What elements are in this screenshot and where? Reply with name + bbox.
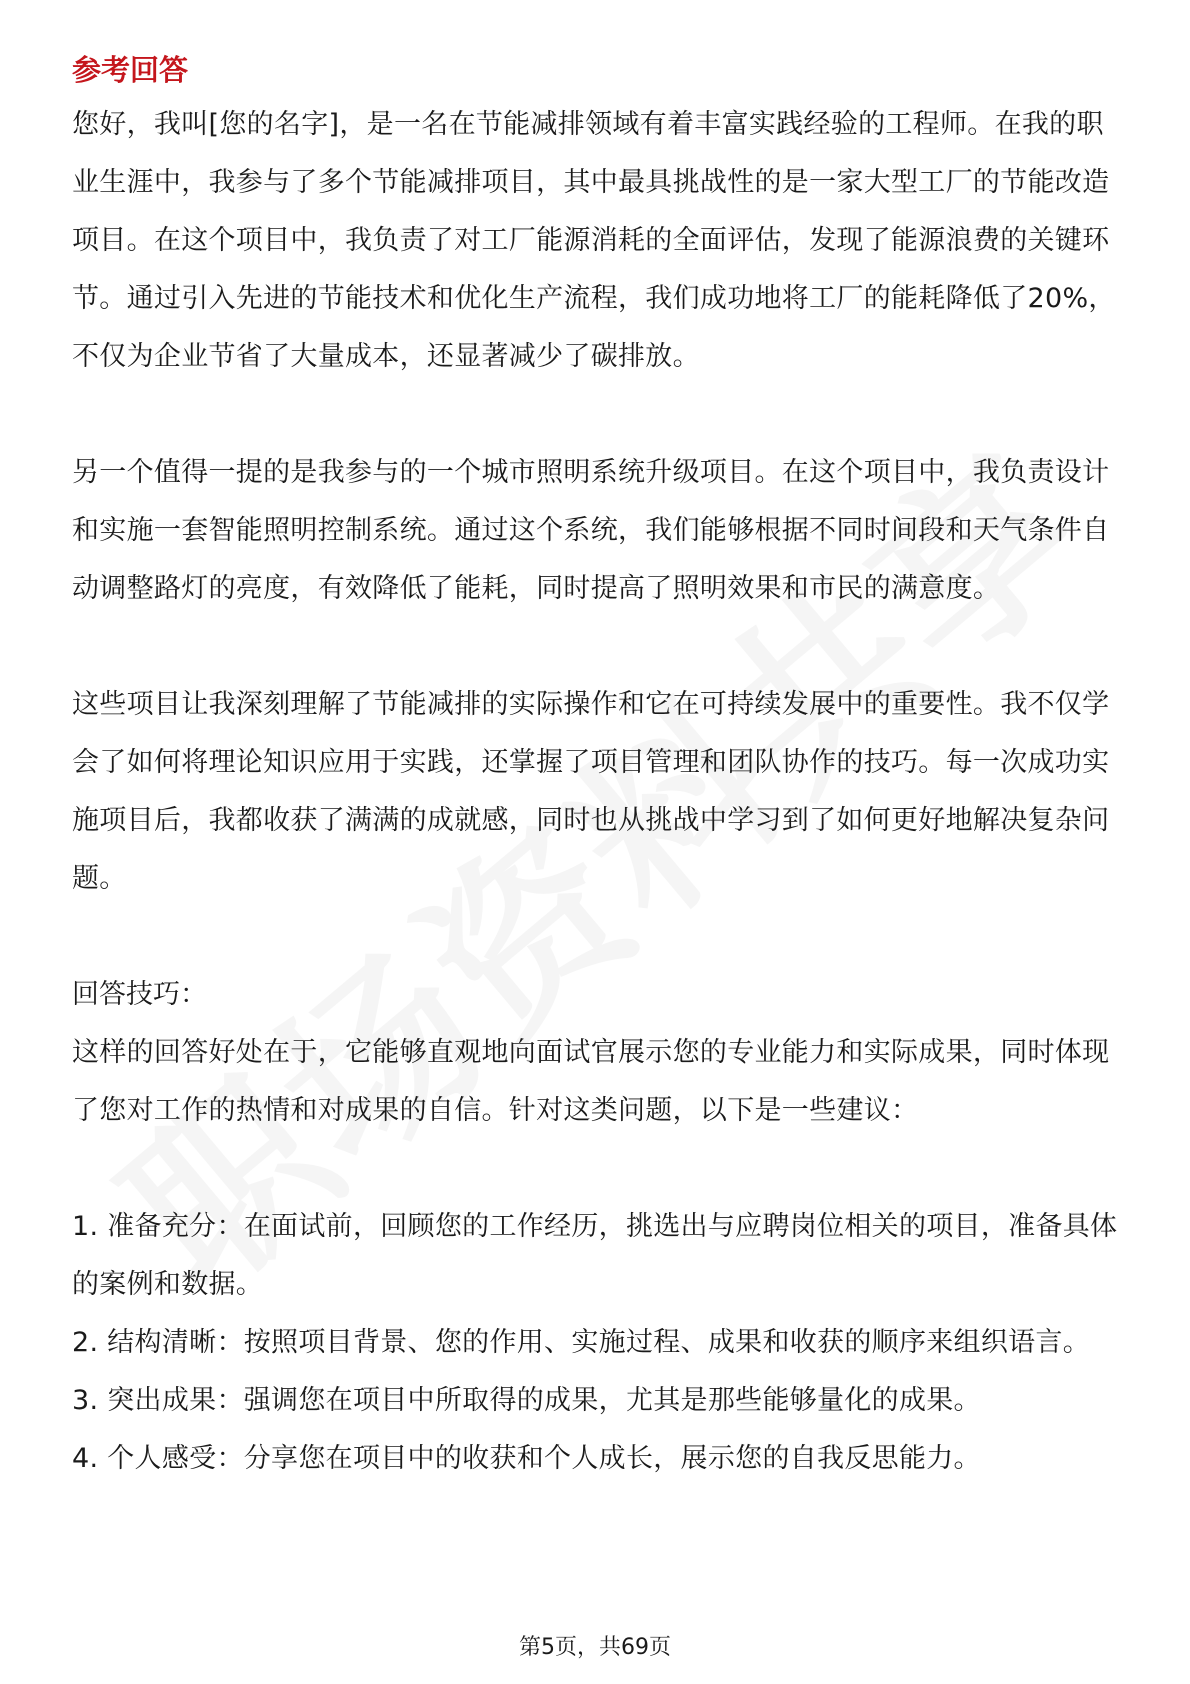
- paragraph-gap: [72, 908, 1120, 966]
- paragraph-gap: [72, 386, 1120, 444]
- tip-item-2: 2. 结构清晰：按照项目背景、您的作用、实施过程、成果和收获的顺序来组织语言。: [72, 1327, 1091, 1358]
- tip-item-4: 4. 个人感受：分享您在项目中的收获和个人成长，展示您的自我反思能力。: [72, 1443, 981, 1474]
- tip-item-1: 1. 准备充分：在面试前，回顾您的工作经历，挑选出与应聘岗位相关的项目，准备具体的案例和数据。: [72, 1211, 1118, 1300]
- section-heading: 参考回答: [72, 53, 189, 87]
- tip-item-3: 3. 突出成果：强调您在项目中所取得的成果，尤其是那些能够量化的成果。: [72, 1385, 981, 1416]
- tips-intro: 这样的回答好处在于，它能够直观地向面试官展示您的专业能力和实际成果，同时体现了您对工作的热情和对成果的自信。针对这类问题，以下是一些建议：: [72, 1037, 1110, 1126]
- paragraph-gap: [72, 1140, 1120, 1198]
- paragraph-2: 另一个值得一提的是我参与的一个城市照明系统升级项目。在这个项目中，我负责设计和实施一套智能照明控制系统。通过这个系统，我们能够根据不同时间段和天气条件自动调整路灯的亮度，有效降低了能耗，同时提高了照明效果和市民的满意度。: [72, 457, 1110, 604]
- paragraph-gap: [72, 618, 1120, 676]
- tips-title: 回答技巧：: [72, 979, 207, 1010]
- page-number: 第5页，共69页: [519, 1635, 671, 1660]
- paragraph-3: 这些项目让我深刻理解了节能减排的实际操作和它在可持续发展中的重要性。我不仅学会了如何将理论知识应用于实践，还掌握了项目管理和团队协作的技巧。每一次成功实施项目后，我都收获了满满的成就感，同时也从挑战中学习到了如何更好地解决复杂问题。: [72, 689, 1110, 894]
- content-area: [72, 44, 1120, 1488]
- paragraph-1: 您好，我叫[您的名字]，是一名在节能减排领域有着丰富实践经验的工程师。在我的职业生涯中，我参与了多个节能减排项目，其中最具挑战性的是一家大型工厂的节能改造项目。在这个项目中，我负责了对工厂能源消耗的全面评估，发现了能源浪费的关键环节。通过引入先进的节能技术和优化生产流程，我们成功地将工厂的能耗降低了20%，不仅为企业节省了大量成本，还显著减少了碳排放。: [72, 109, 1116, 372]
